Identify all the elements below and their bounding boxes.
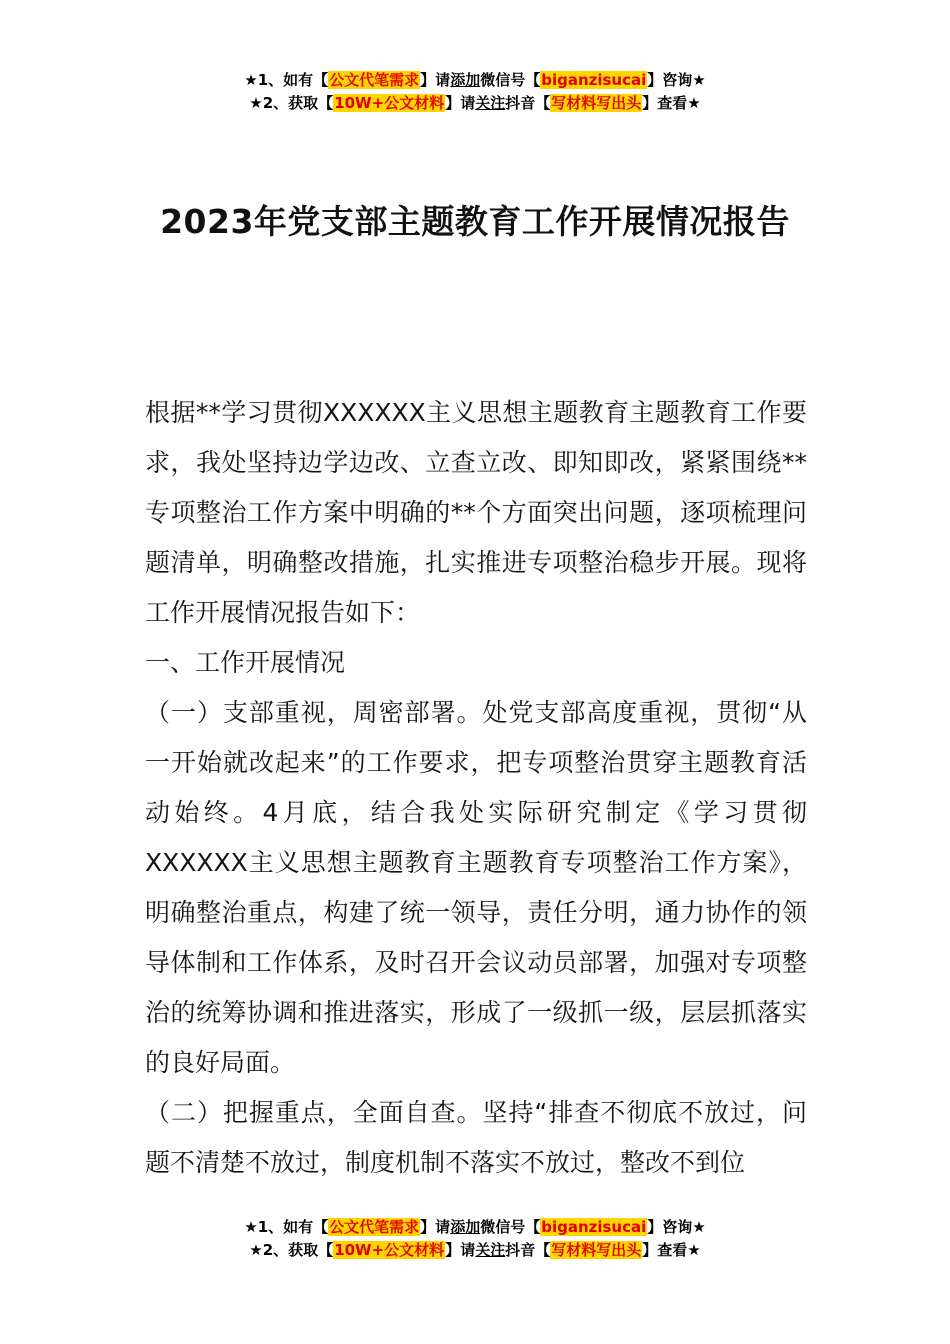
banner-text: 】查看★: [642, 94, 701, 112]
banner-text: 抖音【: [505, 94, 551, 112]
banner-highlight: 10W+公文材料: [334, 1241, 445, 1259]
paragraph-item-1: （一）支部重视，周密部署。处党支部高度重视，贯彻“从一开始就改起来”的工作要求，把专项整治贯穿主题教育活动始终。4月底，结合我处实际研究制定《学习贯彻XXXXXX主义思想主题教育主题教育专项整治工作方案》，明确整治重点，构建了统一领导，责任分明，通力协作的领导体制和工作体系，及时召开会议动员部署，加强对专项整治的统筹协调和推进落实，形成了一级抓一级，层层抓落实的良好局面。: [145, 698, 807, 1077]
banner-text: 】咨询★: [647, 1218, 706, 1236]
banner-line-1: [0, 1216, 950, 1239]
banner-text: 】请: [445, 94, 476, 112]
banner-text: ★1、如有【: [244, 1218, 329, 1236]
banner-underlined: 添加: [450, 1218, 481, 1236]
header-banner: [0, 69, 950, 115]
banner-underlined: 关注: [475, 1241, 506, 1259]
paragraph-intro: 根据**学习贯彻XXXXXX主义思想主题教育主题教育工作要求，我处坚持边学边改、立查立改、即知即改，紧紧围绕**专项整治工作方案中明确的**个方面突出问题，逐项梳理问题清单，明确整改措施，扎实推进专项整治稳步开展。现将工作开展情况报告如下：: [145, 398, 807, 627]
banner-highlight: 公文代笔需求: [329, 71, 420, 89]
banner-text: 抖音【: [505, 1241, 551, 1259]
footer-banner: [0, 1216, 950, 1262]
banner-highlight: biganzisucai: [541, 1218, 647, 1236]
banner-text: ★2、获取【: [249, 1241, 334, 1259]
banner-highlight: 写材料写出头: [551, 94, 642, 112]
banner-highlight: biganzisucai: [541, 71, 647, 89]
banner-text: ★1、如有【: [244, 71, 329, 89]
paragraph-item-2: （二）把握重点，全面自查。坚持“排查不彻底不放过，问题不清楚不放过，制度机制不落实不放过，整改不到位: [145, 1098, 807, 1177]
document-body: [145, 388, 807, 1188]
banner-highlight: 10W+公文材料: [334, 94, 445, 112]
banner-highlight: 写材料写出头: [551, 1241, 642, 1259]
section-heading: 一、工作开展情况: [145, 648, 346, 677]
banner-underlined: 添加: [450, 71, 481, 89]
banner-text: 】咨询★: [647, 71, 706, 89]
banner-line-2: [0, 1239, 950, 1262]
banner-text: 】查看★: [642, 1241, 701, 1259]
banner-line-1: [0, 69, 950, 92]
banner-text: 】请: [420, 1218, 451, 1236]
banner-text: 】请: [420, 71, 451, 89]
banner-text: 微信号【: [480, 71, 541, 89]
banner-line-2: [0, 92, 950, 115]
document-title: 2023年党支部主题教育工作开展情况报告: [160, 202, 790, 241]
banner-text: ★2、获取【: [249, 94, 334, 112]
banner-text: 微信号【: [480, 1218, 541, 1236]
banner-highlight: 公文代笔需求: [329, 1218, 420, 1236]
banner-text: 】请: [445, 1241, 476, 1259]
banner-underlined: 关注: [475, 94, 506, 112]
